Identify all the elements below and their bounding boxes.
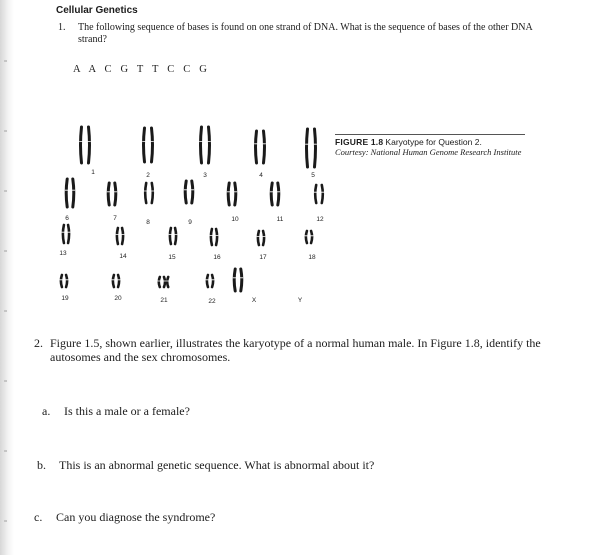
- chromosome-shape: [66, 275, 67, 287]
- chromosome-shape: [201, 127, 202, 163]
- question-1-text: The following sequence of bases is found on one strand of DNA. What is the sequence of bases of the other DNA strand?: [78, 22, 533, 45]
- chromosome-shape: [115, 183, 116, 205]
- figure-courtesy: Courtesy: National Human Genome Research Institute: [335, 147, 522, 157]
- chromosome-label: 11: [276, 216, 284, 223]
- figure-title: Karyotype for Question 2.: [385, 137, 482, 147]
- chromosome-label: Y: [297, 297, 303, 304]
- question-2c: [34, 510, 215, 525]
- chromosome-label: 21: [160, 297, 168, 304]
- chromosome-shape: [216, 229, 217, 245]
- chromosome-label: 22: [208, 298, 216, 305]
- chromosome-label: 2: [146, 172, 150, 179]
- chromosome-label: 20: [114, 295, 122, 302]
- chromosome-label: 19: [61, 295, 69, 302]
- edge-mark: [4, 190, 7, 192]
- chromosome-shape: [108, 183, 109, 205]
- chromosome-shape: [211, 229, 212, 245]
- chromosome-shape: [61, 275, 62, 287]
- chromosome-shape: [192, 181, 193, 203]
- chromosome-shape: [144, 128, 145, 162]
- chromosome-label: 14: [119, 253, 127, 260]
- chromosome-label: 7: [113, 215, 117, 222]
- chromosome-shape: [152, 128, 153, 162]
- chromosome-label: X: [251, 297, 257, 304]
- chromosome-shape: [63, 225, 64, 243]
- chromosome-shape: [118, 275, 119, 287]
- chromosome-shape: [185, 181, 186, 203]
- section-title: Cellular Genetics: [56, 5, 138, 16]
- chromosome-shape: [89, 127, 90, 163]
- chromosome-shape: [278, 183, 279, 205]
- question-2b-text: This is an abnormal genetic sequence. What is abnormal about it?: [59, 458, 375, 472]
- chromosome-shape: [167, 277, 168, 287]
- chromosome-shape: [145, 183, 146, 203]
- question-2-text: Figure 1.5, shown earlier, illustrates the karyotype of a normal human male. In Figure 1.8, identify the autosomes and the sex chromosomes.: [50, 336, 541, 364]
- chromosome-shape: [234, 269, 235, 291]
- figure-caption: [335, 134, 525, 157]
- chromosome-shape: [73, 179, 74, 207]
- chromosome-shape: [152, 183, 153, 203]
- chromosome-shape: [68, 225, 69, 243]
- chromosome-label: 5: [311, 172, 315, 179]
- chromosome-shape: [241, 269, 242, 291]
- edge-mark: [4, 450, 7, 452]
- chromosome-shape: [117, 228, 118, 244]
- chromosome-shape: [209, 127, 210, 163]
- chromosome-label: 4: [259, 172, 263, 179]
- chromosome-shape: [256, 131, 257, 163]
- chromosome-shape: [315, 129, 316, 167]
- page-left-edge: [0, 0, 14, 555]
- chromosome-shape: [235, 183, 236, 205]
- question-2b: [37, 458, 374, 473]
- chromosome-shape: [164, 277, 165, 287]
- karyotype-figure: [55, 125, 335, 307]
- edge-mark: [4, 310, 7, 312]
- chromosome-label: 18: [308, 254, 316, 261]
- chromosome-shape: [271, 183, 272, 205]
- question-1-number: 1.: [58, 22, 66, 33]
- chromosome-shape: [307, 129, 308, 167]
- chromosome-shape: [122, 228, 123, 244]
- chromosome-shapes: [60, 127, 324, 291]
- chromosome-shape: [81, 127, 82, 163]
- chromosome-label: 9: [188, 219, 192, 226]
- question-2c-text: Can you diagnose the syndrome?: [56, 510, 216, 524]
- chromosome-shape: [170, 228, 171, 244]
- chromosome-label: 15: [168, 254, 176, 261]
- chromosome-label: 3: [203, 172, 207, 179]
- edge-mark: [4, 60, 7, 62]
- chromosome-label: 8: [146, 219, 150, 226]
- question-2a-letter: a.: [42, 404, 51, 418]
- edge-mark: [4, 520, 7, 522]
- chromosome-label: 13: [59, 250, 67, 257]
- dna-sequence: A A C G T T C C G: [73, 64, 211, 75]
- chromosome-shape: [264, 131, 265, 163]
- chromosome-shape: [322, 185, 323, 203]
- chromosome-shape: [311, 231, 312, 243]
- chromosome-shape: [228, 183, 229, 205]
- question-2-number: 2.: [34, 336, 43, 350]
- chromosome-shape: [315, 185, 316, 203]
- chromosome-shape: [263, 231, 264, 245]
- chromosome-label: 17: [259, 254, 267, 261]
- chromosome-shape: [207, 275, 208, 287]
- edge-mark: [4, 250, 7, 252]
- question-2a-text: Is this a male or a female?: [64, 404, 190, 418]
- chromosome-shape: [113, 275, 114, 287]
- edge-mark: [4, 130, 7, 132]
- chromosome-label: 1: [91, 169, 95, 176]
- question-2a: [42, 404, 190, 419]
- question-2c-letter: c.: [34, 510, 43, 524]
- chromosome-shape: [306, 231, 307, 243]
- question-2b-letter: b.: [37, 458, 46, 472]
- chromosome-shape: [212, 275, 213, 287]
- chromosome-shape: [175, 228, 176, 244]
- chromosome-label: 10: [231, 216, 239, 223]
- chromosome-label: 12: [316, 216, 324, 223]
- chromosome-shape: [66, 179, 67, 207]
- chromosome-shape: [159, 277, 160, 287]
- chromosome-label: 6: [65, 215, 69, 222]
- edge-mark: [4, 380, 7, 382]
- chromosome-shape: [258, 231, 259, 245]
- figure-label: FIGURE 1.8: [335, 137, 384, 147]
- chromosome-label: 16: [213, 254, 221, 261]
